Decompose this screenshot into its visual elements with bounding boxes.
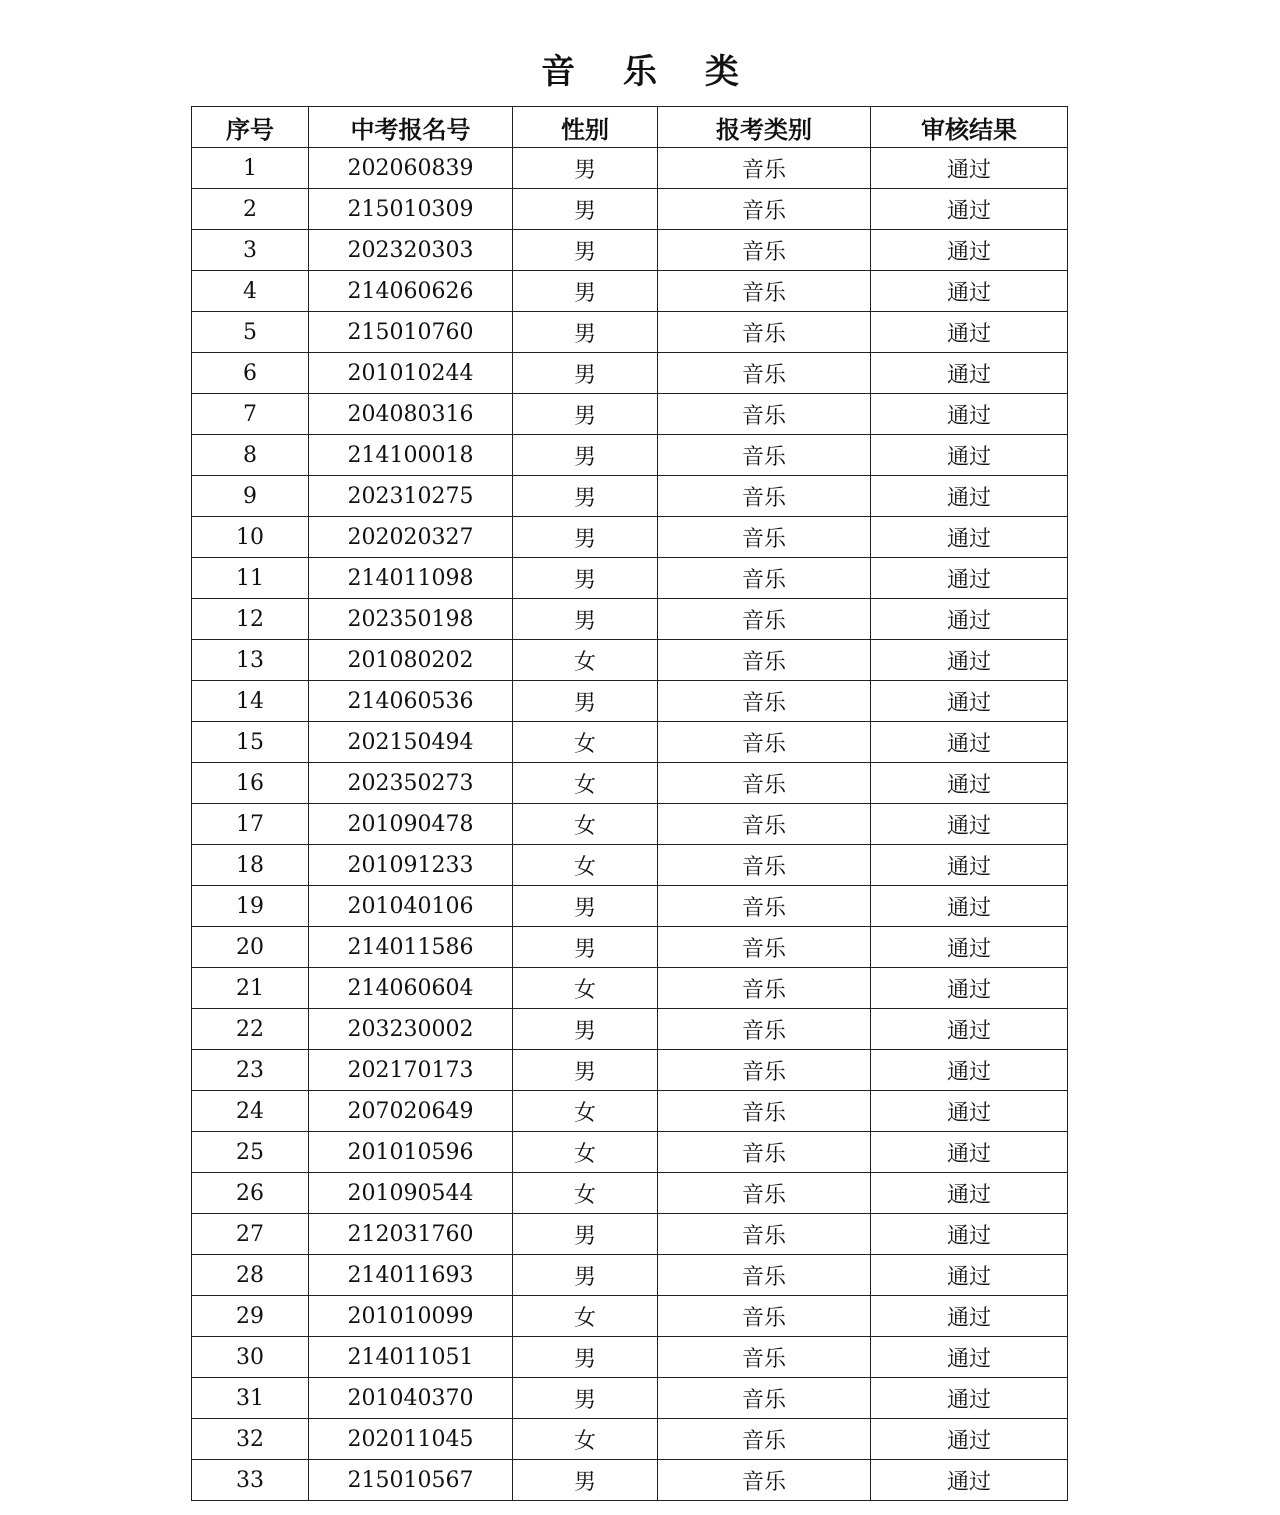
cell-review-result: 通过 — [871, 886, 1068, 927]
table-row — [192, 1132, 1068, 1173]
cell-gender: 男 — [513, 353, 658, 394]
cell-seq: 30 — [192, 1337, 309, 1378]
cell-registration-number: 214011051 — [309, 1337, 513, 1378]
cell-category: 音乐 — [658, 1255, 871, 1296]
cell-review-result: 通过 — [871, 968, 1068, 1009]
cell-gender: 男 — [513, 1009, 658, 1050]
cell-category: 音乐 — [658, 1132, 871, 1173]
cell-gender: 男 — [513, 312, 658, 353]
table-row — [192, 1460, 1068, 1501]
cell-category: 音乐 — [658, 476, 871, 517]
table-row — [192, 353, 1068, 394]
cell-registration-number: 214060536 — [309, 681, 513, 722]
cell-gender: 男 — [513, 599, 658, 640]
cell-review-result: 通过 — [871, 681, 1068, 722]
cell-category: 音乐 — [658, 230, 871, 271]
cell-review-result: 通过 — [871, 558, 1068, 599]
table-row — [192, 804, 1068, 845]
cell-seq: 5 — [192, 312, 309, 353]
header-review-result: 审核结果 — [871, 107, 1068, 148]
table-row — [192, 1214, 1068, 1255]
header-category: 报考类别 — [658, 107, 871, 148]
cell-gender: 男 — [513, 476, 658, 517]
cell-review-result: 通过 — [871, 230, 1068, 271]
cell-review-result: 通过 — [871, 394, 1068, 435]
cell-registration-number: 214011586 — [309, 927, 513, 968]
cell-category: 音乐 — [658, 968, 871, 1009]
cell-seq: 20 — [192, 927, 309, 968]
cell-review-result: 通过 — [871, 845, 1068, 886]
cell-review-result: 通过 — [871, 763, 1068, 804]
cell-category: 音乐 — [658, 1460, 871, 1501]
cell-review-result: 通过 — [871, 189, 1068, 230]
cell-review-result: 通过 — [871, 1214, 1068, 1255]
cell-seq: 25 — [192, 1132, 309, 1173]
cell-gender: 男 — [513, 558, 658, 599]
cell-review-result: 通过 — [871, 640, 1068, 681]
cell-registration-number: 201090478 — [309, 804, 513, 845]
cell-review-result: 通过 — [871, 1009, 1068, 1050]
cell-registration-number: 215010760 — [309, 312, 513, 353]
cell-review-result: 通过 — [871, 599, 1068, 640]
cell-category: 音乐 — [658, 1009, 871, 1050]
cell-category: 音乐 — [658, 1091, 871, 1132]
cell-seq: 32 — [192, 1419, 309, 1460]
cell-registration-number: 202150494 — [309, 722, 513, 763]
cell-seq: 1 — [192, 148, 309, 189]
cell-category: 音乐 — [658, 1296, 871, 1337]
cell-registration-number: 202310275 — [309, 476, 513, 517]
cell-category: 音乐 — [658, 927, 871, 968]
cell-registration-number: 201010244 — [309, 353, 513, 394]
table-row — [192, 1050, 1068, 1091]
cell-review-result: 通过 — [871, 1132, 1068, 1173]
cell-category: 音乐 — [658, 804, 871, 845]
cell-category: 音乐 — [658, 1419, 871, 1460]
cell-registration-number: 204080316 — [309, 394, 513, 435]
cell-category: 音乐 — [658, 312, 871, 353]
cell-registration-number: 215010567 — [309, 1460, 513, 1501]
cell-seq: 11 — [192, 558, 309, 599]
cell-gender: 女 — [513, 763, 658, 804]
table-row — [192, 148, 1068, 189]
cell-gender: 男 — [513, 394, 658, 435]
cell-gender: 男 — [513, 886, 658, 927]
cell-registration-number: 202020327 — [309, 517, 513, 558]
cell-registration-number: 214060604 — [309, 968, 513, 1009]
table-row — [192, 558, 1068, 599]
cell-seq: 14 — [192, 681, 309, 722]
cell-registration-number: 201010596 — [309, 1132, 513, 1173]
table-header-row — [192, 107, 1068, 148]
cell-gender: 男 — [513, 1050, 658, 1091]
cell-category: 音乐 — [658, 1337, 871, 1378]
cell-gender: 女 — [513, 1173, 658, 1214]
cell-category: 音乐 — [658, 435, 871, 476]
cell-gender: 女 — [513, 1091, 658, 1132]
cell-seq: 15 — [192, 722, 309, 763]
table-row — [192, 517, 1068, 558]
cell-seq: 16 — [192, 763, 309, 804]
cell-seq: 27 — [192, 1214, 309, 1255]
cell-registration-number: 201040370 — [309, 1378, 513, 1419]
table-row — [192, 1378, 1068, 1419]
cell-review-result: 通过 — [871, 148, 1068, 189]
cell-gender: 男 — [513, 189, 658, 230]
cell-registration-number: 201040106 — [309, 886, 513, 927]
cell-gender: 女 — [513, 1132, 658, 1173]
cell-registration-number: 214011693 — [309, 1255, 513, 1296]
cell-gender: 男 — [513, 1255, 658, 1296]
cell-review-result: 通过 — [871, 927, 1068, 968]
cell-registration-number: 214011098 — [309, 558, 513, 599]
cell-category: 音乐 — [658, 1050, 871, 1091]
cell-registration-number: 202350198 — [309, 599, 513, 640]
cell-review-result: 通过 — [871, 722, 1068, 763]
table-row — [192, 476, 1068, 517]
cell-registration-number: 212031760 — [309, 1214, 513, 1255]
cell-gender: 男 — [513, 435, 658, 476]
cell-gender: 女 — [513, 845, 658, 886]
cell-review-result: 通过 — [871, 517, 1068, 558]
cell-category: 音乐 — [658, 148, 871, 189]
table-row — [192, 640, 1068, 681]
cell-gender: 女 — [513, 640, 658, 681]
cell-review-result: 通过 — [871, 804, 1068, 845]
cell-registration-number: 202350273 — [309, 763, 513, 804]
cell-registration-number: 201080202 — [309, 640, 513, 681]
cell-registration-number: 201091233 — [309, 845, 513, 886]
cell-review-result: 通过 — [871, 435, 1068, 476]
cell-review-result: 通过 — [871, 1050, 1068, 1091]
table-row — [192, 763, 1068, 804]
cell-registration-number: 201090544 — [309, 1173, 513, 1214]
cell-registration-number: 215010309 — [309, 189, 513, 230]
cell-registration-number: 202060839 — [309, 148, 513, 189]
table-row — [192, 394, 1068, 435]
cell-seq: 23 — [192, 1050, 309, 1091]
cell-category: 音乐 — [658, 845, 871, 886]
cell-review-result: 通过 — [871, 1296, 1068, 1337]
cell-category: 音乐 — [658, 599, 871, 640]
results-table — [191, 106, 1068, 1501]
cell-category: 音乐 — [658, 1378, 871, 1419]
cell-gender: 男 — [513, 1337, 658, 1378]
cell-category: 音乐 — [658, 394, 871, 435]
table-row — [192, 845, 1068, 886]
table-row — [192, 722, 1068, 763]
table-row — [192, 968, 1068, 1009]
table-row — [192, 230, 1068, 271]
page-title: 音 乐 类 — [541, 52, 757, 92]
cell-review-result: 通过 — [871, 1337, 1068, 1378]
cell-gender: 女 — [513, 968, 658, 1009]
cell-review-result: 通过 — [871, 1460, 1068, 1501]
table-row — [192, 271, 1068, 312]
table-row — [192, 1091, 1068, 1132]
cell-gender: 女 — [513, 1296, 658, 1337]
cell-category: 音乐 — [658, 517, 871, 558]
cell-seq: 3 — [192, 230, 309, 271]
cell-seq: 29 — [192, 1296, 309, 1337]
cell-review-result: 通过 — [871, 1091, 1068, 1132]
cell-review-result: 通过 — [871, 1419, 1068, 1460]
cell-registration-number: 207020649 — [309, 1091, 513, 1132]
header-registration-number: 中考报名号 — [309, 107, 513, 148]
cell-registration-number: 202170173 — [309, 1050, 513, 1091]
cell-seq: 6 — [192, 353, 309, 394]
cell-category: 音乐 — [658, 722, 871, 763]
cell-gender: 女 — [513, 804, 658, 845]
cell-registration-number: 201010099 — [309, 1296, 513, 1337]
table-row — [192, 1296, 1068, 1337]
cell-seq: 13 — [192, 640, 309, 681]
cell-gender: 男 — [513, 230, 658, 271]
cell-gender: 男 — [513, 517, 658, 558]
cell-registration-number: 202011045 — [309, 1419, 513, 1460]
cell-gender: 男 — [513, 1378, 658, 1419]
cell-review-result: 通过 — [871, 476, 1068, 517]
cell-seq: 7 — [192, 394, 309, 435]
table-row — [192, 1009, 1068, 1050]
cell-registration-number: 214100018 — [309, 435, 513, 476]
cell-gender: 男 — [513, 927, 658, 968]
cell-seq: 19 — [192, 886, 309, 927]
cell-seq: 9 — [192, 476, 309, 517]
cell-review-result: 通过 — [871, 353, 1068, 394]
table-body — [192, 148, 1068, 1501]
table-row — [192, 1255, 1068, 1296]
table-row — [192, 189, 1068, 230]
cell-gender: 男 — [513, 148, 658, 189]
table-row — [192, 886, 1068, 927]
cell-gender: 男 — [513, 1214, 658, 1255]
cell-review-result: 通过 — [871, 1173, 1068, 1214]
table-row — [192, 927, 1068, 968]
cell-review-result: 通过 — [871, 1255, 1068, 1296]
cell-seq: 22 — [192, 1009, 309, 1050]
table-row — [192, 1173, 1068, 1214]
cell-seq: 4 — [192, 271, 309, 312]
cell-category: 音乐 — [658, 1214, 871, 1255]
cell-seq: 24 — [192, 1091, 309, 1132]
cell-category: 音乐 — [658, 353, 871, 394]
table-row — [192, 1419, 1068, 1460]
cell-registration-number: 202320303 — [309, 230, 513, 271]
cell-gender: 男 — [513, 271, 658, 312]
cell-gender: 男 — [513, 1460, 658, 1501]
cell-seq: 33 — [192, 1460, 309, 1501]
cell-review-result: 通过 — [871, 1378, 1068, 1419]
cell-seq: 12 — [192, 599, 309, 640]
cell-category: 音乐 — [658, 1173, 871, 1214]
cell-category: 音乐 — [658, 640, 871, 681]
cell-seq: 28 — [192, 1255, 309, 1296]
cell-category: 音乐 — [658, 763, 871, 804]
table-row — [192, 435, 1068, 476]
cell-seq: 18 — [192, 845, 309, 886]
cell-review-result: 通过 — [871, 312, 1068, 353]
cell-registration-number: 214060626 — [309, 271, 513, 312]
cell-category: 音乐 — [658, 189, 871, 230]
cell-registration-number: 203230002 — [309, 1009, 513, 1050]
cell-category: 音乐 — [658, 681, 871, 722]
cell-seq: 2 — [192, 189, 309, 230]
cell-seq: 10 — [192, 517, 309, 558]
cell-seq: 17 — [192, 804, 309, 845]
table-row — [192, 312, 1068, 353]
table-row — [192, 599, 1068, 640]
table-row — [192, 1337, 1068, 1378]
cell-review-result: 通过 — [871, 271, 1068, 312]
cell-category: 音乐 — [658, 558, 871, 599]
cell-seq: 31 — [192, 1378, 309, 1419]
cell-category: 音乐 — [658, 271, 871, 312]
cell-gender: 女 — [513, 1419, 658, 1460]
cell-seq: 21 — [192, 968, 309, 1009]
cell-seq: 8 — [192, 435, 309, 476]
cell-gender: 男 — [513, 681, 658, 722]
cell-gender: 女 — [513, 722, 658, 763]
cell-category: 音乐 — [658, 886, 871, 927]
header-gender: 性别 — [513, 107, 658, 148]
cell-seq: 26 — [192, 1173, 309, 1214]
table-row — [192, 681, 1068, 722]
header-seq: 序号 — [192, 107, 309, 148]
